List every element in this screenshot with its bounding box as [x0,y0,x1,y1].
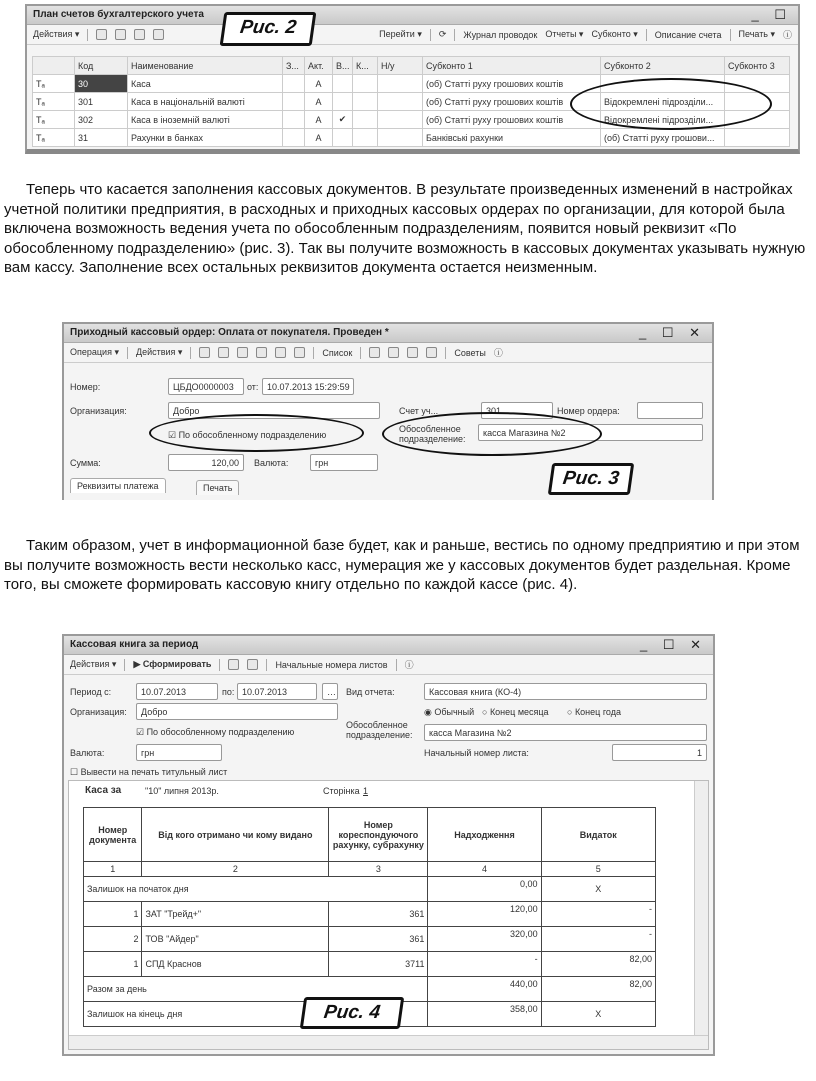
division-field[interactable]: касса Магазина №2 [478,424,703,441]
cell: СПД Краснов [142,952,329,977]
cell: - [541,927,655,952]
date-from-field[interactable]: 10.07.2013 [136,683,218,700]
cell: ЗАТ "Трейд+" [142,902,329,927]
goto-icon[interactable] [294,347,305,358]
table-header [33,57,790,75]
separate-division-checkbox[interactable]: ☑ По обособленному подразделению [168,430,327,440]
settings-icon[interactable] [228,659,239,670]
save-icon[interactable] [218,347,229,358]
cell: 3711 [329,952,428,977]
col-nu[interactable]: Н/у [378,57,423,75]
cell: 5 [541,862,655,877]
report-icon[interactable] [388,347,399,358]
radio-label: Конец месяца [489,707,549,717]
account-type-icon: Tₐ [33,93,75,111]
cell [353,129,378,147]
toolbar [64,655,713,675]
cell: 320,00 [428,927,541,952]
cell: 82,00 [541,977,655,1002]
number-label: Номер: [70,382,101,392]
org-label: Организация: [70,707,127,717]
goto-menu[interactable]: Перейти ▾ [379,29,422,39]
horizontal-scrollbar[interactable] [69,1035,708,1049]
cell: 2 [84,927,142,952]
title-bar [64,324,712,343]
cell [283,111,305,129]
journal-button[interactable]: Журнал проводок [463,29,538,40]
cell: 1 [84,902,142,927]
actions-menu[interactable]: Действия ▾ [33,29,80,39]
cell: 361 [329,902,428,927]
cell: - [428,952,541,977]
account-type-icon: Tₐ [33,75,75,93]
page-label: Сторінка [323,786,360,796]
account-description-button[interactable]: Описание счета [654,29,722,40]
col-subconto1[interactable]: Субконто 1 [423,57,601,75]
cell: 30 [75,75,128,93]
cell: Залишок на початок дня [84,877,428,902]
highlight-oval [149,414,364,452]
cell: 82,00 [541,952,655,977]
tab-print[interactable]: Печать [196,480,239,495]
cell [283,129,305,147]
sum-field[interactable]: 120,00 [168,454,244,471]
org-label: Организация: [70,406,127,416]
cell: А [305,111,333,129]
cell: 440,00 [428,977,541,1002]
cell: 2 [142,862,329,877]
cell: 361 [329,927,428,952]
cell: 31 [75,129,128,147]
account-label: Счет уч... [399,406,439,416]
cell [378,75,423,93]
title-bar [64,636,713,655]
cell [378,111,423,129]
cash-book-window [62,634,715,1056]
cell [333,93,353,111]
cell: Банківські рахунки [423,129,601,147]
cell: Залишок на кінець дня [84,1002,428,1027]
cell: 302 [75,111,128,129]
edit-icon[interactable] [134,29,145,40]
org-select[interactable]: Добро [136,703,338,720]
division-label: Обособленное подразделение: [399,424,466,444]
col-subconto2[interactable]: Субконто 2 [601,57,725,75]
window-title: План счетов бухгалтерского учета [33,9,204,20]
tab-payment-details[interactable]: Реквизиты платежа [70,478,166,493]
toolbar [27,25,798,45]
cell [283,75,305,93]
col-v[interactable]: В... [333,57,353,75]
cell: 358,00 [428,1002,541,1027]
report-type-label: Вид отчета: [346,687,395,697]
cell [333,75,353,93]
actions-menu[interactable]: Действия ▾ [135,347,183,357]
date-label: от: [247,382,259,392]
title-bar [27,6,798,25]
refresh-icon[interactable]: ⟳ [438,29,447,39]
print-icon[interactable] [247,659,258,670]
help-icon[interactable]: ⓘ [783,30,793,40]
separate-division-checkbox[interactable]: ☑ По обособленному подразделению [136,727,295,737]
title-page-checkbox[interactable]: ☐ Вывести на печать титульный лист [70,767,228,777]
window-controls[interactable]: _ ☐ [751,7,792,22]
cell [353,111,378,129]
cell: 3 [329,862,428,877]
date-to-field[interactable]: 10.07.2013 [237,683,317,700]
col-account: Номер кореспондуючого рахунку, субрахунку [329,808,428,862]
cell [333,129,353,147]
col-subconto3[interactable]: Субконто 3 [725,57,790,75]
copy-icon[interactable] [115,29,126,40]
window-controls[interactable]: _ ☐ ✕ [638,325,706,340]
col-counterparty: Від кого отримано чи кому видано [142,808,329,862]
cell: (об) Статті руху грошови... [601,129,725,147]
number-field[interactable]: ЦБДО0000003 [168,378,244,395]
copy-icon[interactable] [237,347,248,358]
cell [725,129,790,147]
sum-label: Сумма: [70,458,101,468]
cell: - [541,902,655,927]
cell: 1 [84,862,142,877]
cell: Каса [128,75,283,93]
checkbox-label: Вывести на печать титульный лист [80,767,228,777]
division-label: Обособленное подразделение: [346,720,413,740]
cell: 120,00 [428,902,541,927]
move-icon[interactable] [256,347,267,358]
cell [353,93,378,111]
chart-of-accounts-window [25,4,800,154]
delete-icon[interactable] [153,29,164,40]
col-z[interactable]: З... [283,57,305,75]
print-menu[interactable]: Печать ▾ [738,29,776,39]
dt-kt-icon[interactable] [369,347,380,358]
figure-label: Рис. 2 [220,12,317,46]
radio-normal[interactable]: ◉ Обычный [424,707,475,717]
post-icon[interactable] [199,347,210,358]
table-row [84,952,656,977]
cell [378,93,423,111]
cell: (об) Статті руху грошових коштів [423,111,601,129]
cash-book-table [83,807,656,1027]
paragraph: Теперь что касается заполнения кассовых документов. В результате произведенных изменений в настройках учетной политики предприятия, в расходных и приходных кассовых ордерах по организации, для которой была включена возможность ведения учета по обособленным подразделениям, появится новый реквизит «По обособленному подразделению» (рис. 3). Так вы получите возможность в кассовых документах указывать нужную вам кассу. Заполнение всех остальных реквизитов документа остается неизменным. [4,181,806,276]
cell: ТОВ "Айдер" [142,927,329,952]
checkbox-label: По обособленному подразделению [178,430,327,440]
tips-button[interactable]: Советы [454,347,486,358]
order-number-label: Номер ордера: [557,406,620,416]
table-header [84,808,656,862]
cell: А [305,75,333,93]
sheet-numbers-button[interactable]: Начальные номера листов [275,659,388,670]
radio-label: Обычный [434,707,475,717]
checkbox-label: По обособленному подразделению [146,727,295,737]
cell: А [305,93,333,111]
subconto-menu[interactable]: Субконто ▾ [591,29,638,39]
add-icon[interactable] [96,29,107,40]
reports-menu[interactable]: Отчеты ▾ [545,29,584,39]
period-label: Период с: [70,687,112,697]
start-sheet-field[interactable]: 1 [612,744,707,761]
account-type-icon: Tₐ [33,111,75,129]
cell: 1 [84,952,142,977]
report-heading: Каса за [85,785,122,796]
cell: Каса в іноземній валюті [128,111,283,129]
toolbar [64,343,712,363]
report-type-select[interactable]: Кассовая книга (КО-4) [424,683,707,700]
cell: ✔ [333,111,353,129]
table-row [84,902,656,927]
account-select[interactable]: 301 [481,402,553,419]
help-icon[interactable]: ⓘ [404,660,414,670]
report-date: "10" липня 2013р. [145,786,219,796]
column-numbers [84,862,656,877]
division-field[interactable]: касса Магазина №2 [424,724,707,741]
col-k[interactable]: К... [353,57,378,75]
org-field[interactable]: Добро [168,402,380,419]
help-icon[interactable]: ⓘ [493,348,503,358]
cell: X [541,1002,655,1027]
col-icon[interactable] [33,57,75,75]
cell: Разом за день [84,977,428,1002]
figure-label: Рис. 4 [300,997,404,1029]
currency-field[interactable]: грн [136,744,222,761]
cell: А [305,129,333,147]
actions-menu[interactable]: Действия ▾ [70,659,117,669]
cell: 0,00 [428,877,541,902]
date-field[interactable]: 10.07.2013 15:29:59 [262,378,354,395]
to-label: по: [222,687,235,697]
figure-label: Рис. 3 [548,463,634,495]
paragraph: Таким образом, учет в информационной базе будет, как и раньше, вестись по одному предприятию и при этом вы получите возможность вести несколько касс, нумерация же у кассовых документов будет раздельная. Кроме того, вы сможете формировать кассовую книгу отдельно по каждой кассе (рис. 4). [4,537,800,593]
move-icon[interactable] [275,347,286,358]
table-row [84,927,656,952]
cell: 4 [428,862,541,877]
currency-field[interactable]: грн [310,454,378,471]
opening-balance-row [84,877,656,902]
window-title: Приходный кассовый ордер: Оплата от покупателя. Проведен * [70,327,389,338]
cell [378,129,423,147]
cell: (об) Статті руху грошових коштів [423,93,601,111]
cell: Відокремлені підрозділи... [601,93,725,111]
col-name[interactable]: Наименование [128,57,283,75]
col-akt[interactable]: Акт. [305,57,333,75]
vertical-scrollbar[interactable] [694,781,708,1036]
radio-label: Конец года [574,707,621,717]
account-type-icon: Tₐ [33,129,75,147]
cell: Каса в національній валюті [128,93,283,111]
cell: 301 [75,93,128,111]
cell: (об) Статті руху грошових коштів [423,75,601,93]
cell: Рахунки в банках [128,129,283,147]
highlight-oval [570,78,772,130]
col-doc-number: Номер документа [84,808,142,862]
currency-label: Валюта: [70,748,105,758]
radio-year-end[interactable]: ○ Конец года [567,707,621,717]
page-number: 1 [363,786,369,796]
col-code[interactable]: Код [75,57,128,75]
structure-icon[interactable] [426,347,437,358]
period-select-button[interactable]: … [322,683,338,700]
radio-month-end[interactable]: ○ Конец месяца [482,707,549,717]
operation-menu[interactable]: Операция ▾ [70,347,119,357]
generate-button[interactable]: ▶ Сформировать [133,659,212,669]
text-icon[interactable] [407,347,418,358]
highlight-oval [382,412,602,456]
order-number-field[interactable] [637,402,703,419]
window-title: Кассовая книга за период [70,639,199,650]
list-button[interactable]: Список [322,347,353,358]
currency-label: Валюта: [254,458,289,468]
col-expense: Видаток [541,808,655,862]
col-income: Надходження [428,808,541,862]
cell: Відокремлені підрозділи... [601,111,725,129]
cell [283,93,305,111]
window-controls[interactable]: _ ☐ ✕ [639,637,707,652]
cell: X [541,877,655,902]
cell [353,75,378,93]
table-row[interactable] [33,129,790,147]
start-sheet-label: Начальный номер листа: [424,748,529,758]
